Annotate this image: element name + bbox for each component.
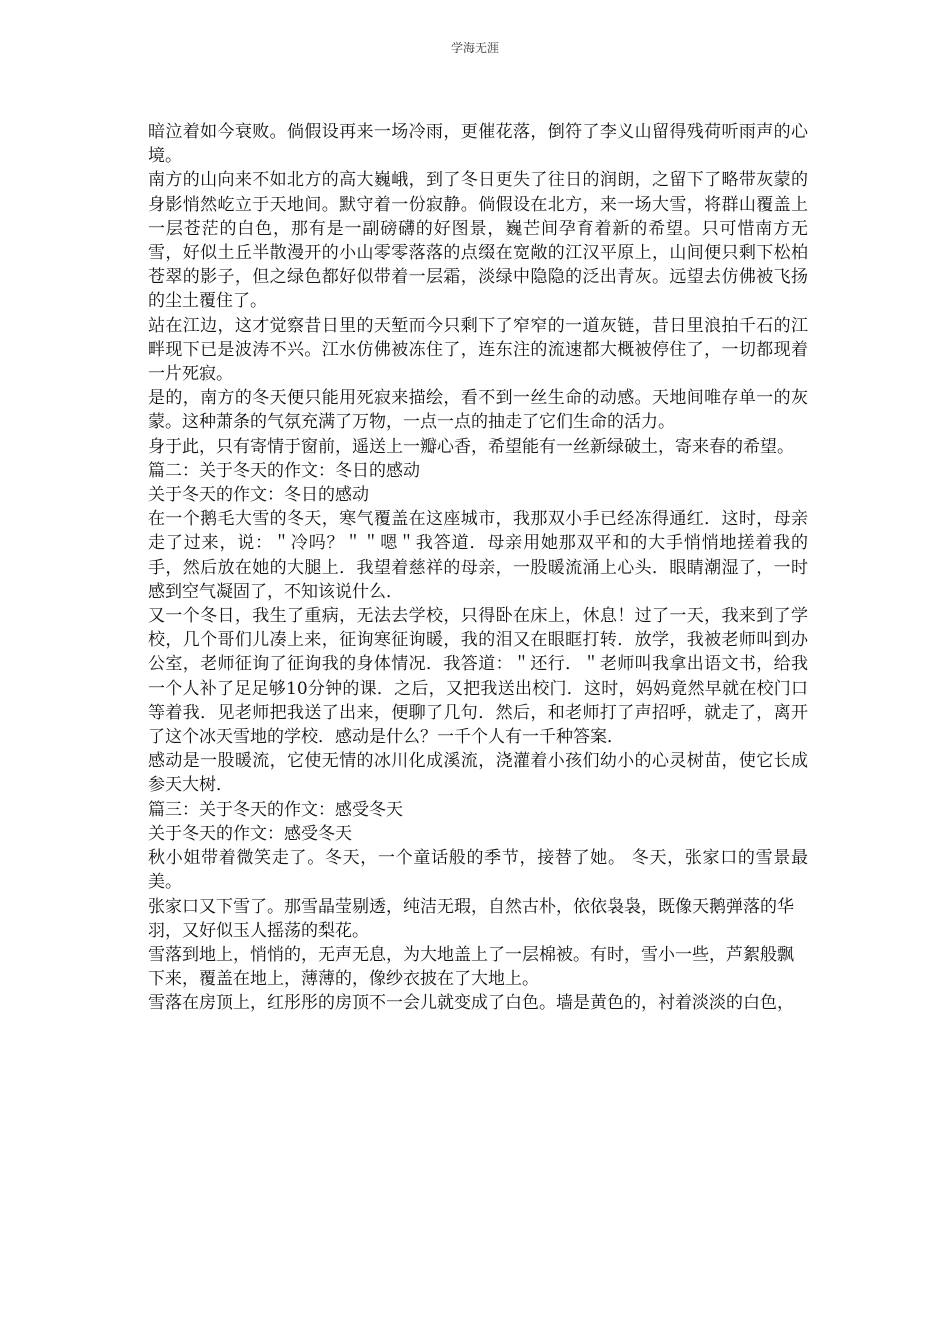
- paragraph: 雪落在房顶上，红彤彤的房顶不一会儿就变成了白色。墙是黄色的，衬着淡淡的白色，: [148, 993, 794, 1014]
- section-heading: 篇三：关于冬天的作文：感受冬天: [148, 799, 403, 820]
- paragraph: 感动是一股暖流，它使无情的冰川化成溪流，浇灌着小孩们幼小的心灵树苗，使它长成参天大树．: [148, 751, 808, 796]
- paragraph: 在一个鹅毛大雪的冬天，寒气覆盖在这座城市，我那双小手已经冻得通红．这时，母亲走了过来，说：＂冷吗？＂＂嗯＂我答道．母亲用她那双平和的大手悄悄地搓着我的手，然后放在她的大腿上．我望着慈祥的母亲，一股暖流涌上心头．眼睛潮湿了，一时感到空气凝固了，不知该说什么．: [148, 509, 808, 602]
- paragraph: 下来，覆盖在地上，薄薄的，像纱衣披在了大地上。: [148, 969, 539, 990]
- paragraph: 又一个冬日，我生了重病，无法去学校，只得卧在床上，休息！过了一天，我来到了学校，几个哥们儿凑上来，征询寒征询暖，我的泪又在眼眶打转．放学，我被老师叫到办公室，老师征询了征询我的身体情况．我答道：＂还行．＂老师叫我拿出语文书，给我一个人补了足足够10分钟的课．之后，又把我送出校门．这时，妈妈竟然早就在校门口等着我．见老师把我送了出来，便聊了几句．然后，和老师打了声招呼，就走了，离开了这个冰天雪地的学校．感动是什么？一千个人有一千种答案．: [148, 606, 808, 748]
- section-heading: 篇二：关于冬天的作文：冬日的感动: [148, 460, 420, 481]
- section-subtitle: 关于冬天的作文：冬日的感动: [148, 485, 369, 506]
- section-subtitle: 关于冬天的作文：感受冬天: [148, 823, 352, 844]
- paragraph: 羽，又好似玉人摇荡的梨花。: [148, 920, 369, 941]
- paragraph: 秋小姐带着微笑走了。冬天，一个童话般的季节，接替了她。 冬天，张家口的雪景最美。: [148, 848, 808, 893]
- paragraph: 张家口又下雪了。那雪晶莹剔透，纯洁无瑕，自然古朴，依依袅袅，既像天鹅弹落的华: [148, 896, 794, 917]
- paragraph: 雪落到地上，悄悄的，无声无息，为大地盖上了一层棉被。有时，雪小一些，芦絮般飘: [148, 944, 794, 965]
- document-body: [148, 120, 808, 1016]
- paragraph: 暗泣着如今衰败。倘假设再来一场冷雨，更催花落，倒符了李义山留得残荷听雨声的心境。: [148, 122, 808, 167]
- paragraph: 身于此，只有寄情于窗前，遥送上一瓣心香，希望能有一丝新绿破土，寄来春的希望。: [148, 436, 794, 457]
- page-header: 学海无涯: [450, 41, 499, 55]
- paragraph: 南方的山向来不如北方的高大巍峨，到了冬日更失了往日的润朗，之留下了略带灰蒙的身影悄然屹立于天地间。默守着一份寂静。倘假设在北方，来一场大雪，将群山覆盖上一层苍茫的白色，那有是一副磅礴的好图景，巍芒间孕育着新的希望。只可惜南方无雪，好似土丘半散漫开的小山零零落落的点缀在宽敞的江汉平原上，山间便只剩下松柏苍翠的影子，但之绿色都好似带着一层霜，淡绿中隐隐的泛出青灰。远望去仿佛被飞扬的尘土覆住了。: [148, 170, 808, 312]
- paragraph: 是的，南方的冬天便只能用死寂来描绘，看不到一丝生命的动感。天地间唯存单一的灰蒙。这种萧条的气氛充满了万物，一点一点的抽走了它们生命的活力。: [148, 388, 808, 433]
- paragraph: 站在江边，这才觉察昔日里的天堑而今只剩下了窄窄的一道灰链，昔日里浪拍千石的江畔现下已是波涛不兴。江水仿佛被冻住了，连东注的流速都大概被停住了，一切都现着一片死寂。: [148, 315, 808, 385]
